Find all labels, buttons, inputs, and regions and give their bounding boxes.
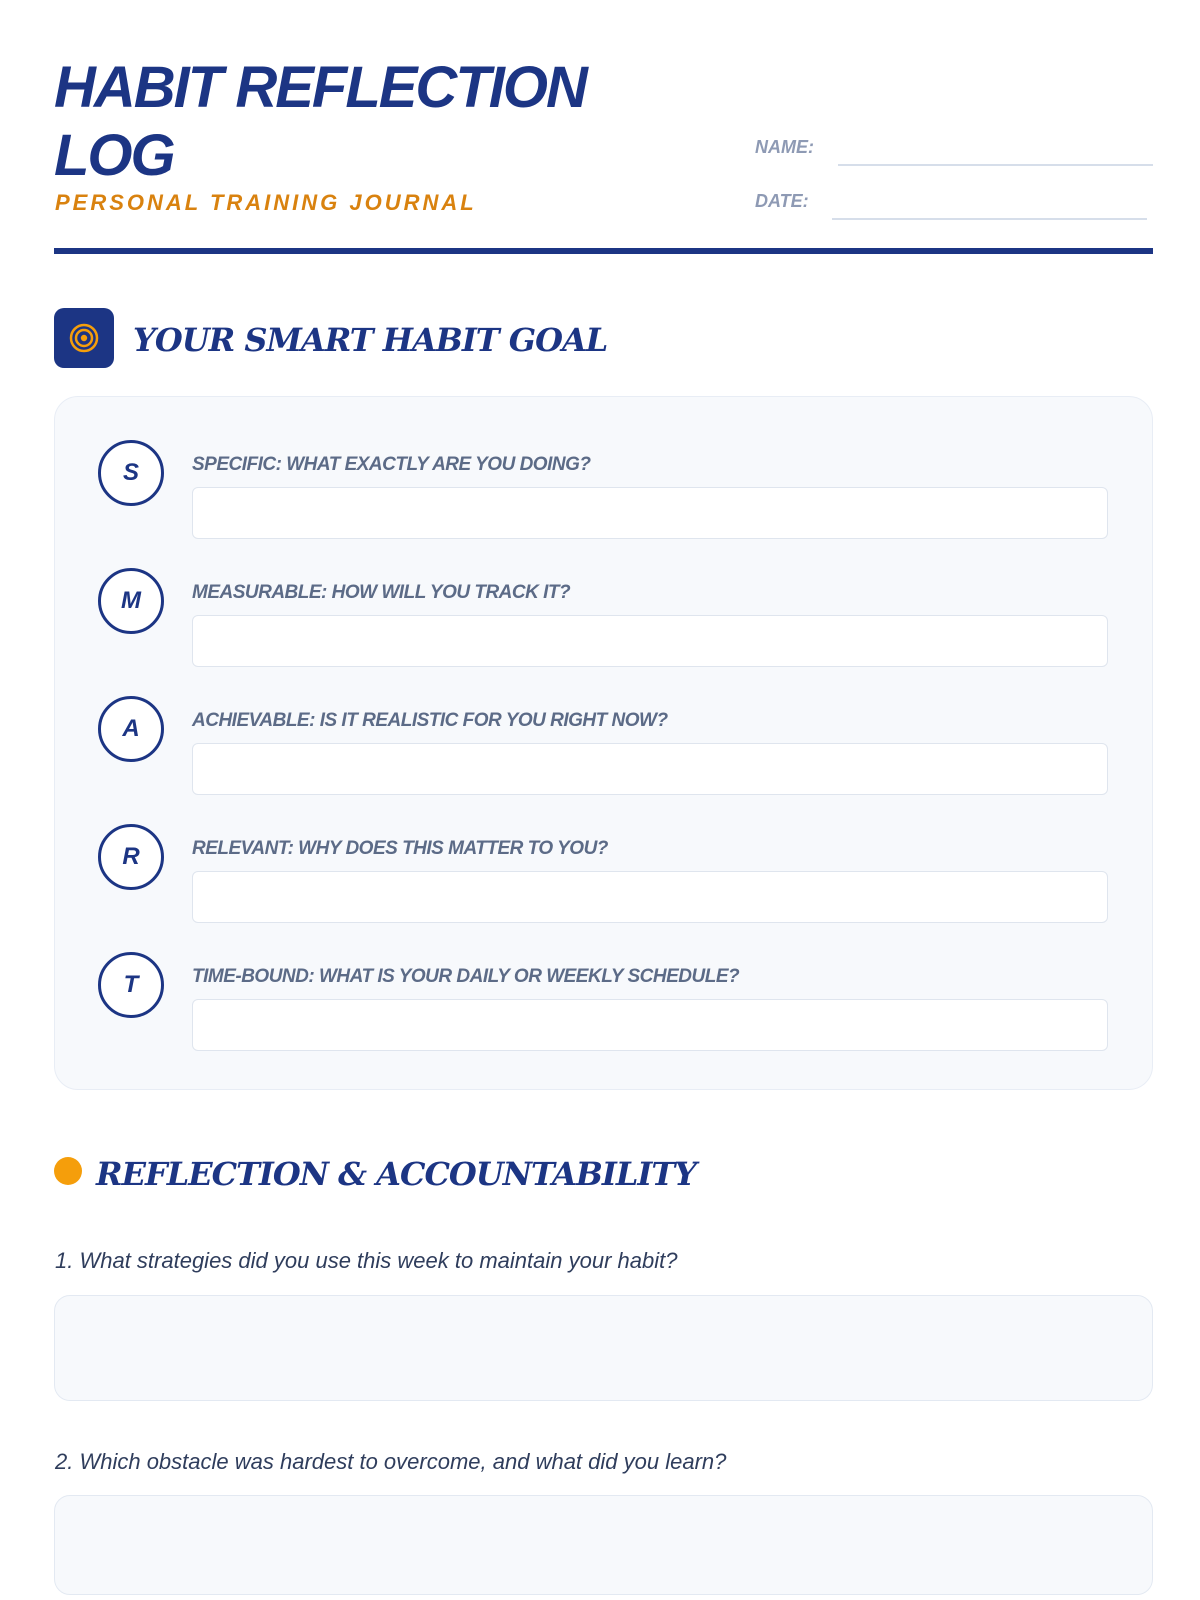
smart-letter-badge: R	[98, 824, 164, 890]
name-field[interactable]	[838, 164, 1153, 166]
smart-row-achievable	[55, 653, 1152, 763]
reflection-answer-2[interactable]	[54, 1495, 1153, 1595]
target-icon	[54, 308, 114, 368]
section-bullet-dot	[54, 1157, 82, 1185]
smart-question-label: TIME-BOUND: WHAT IS YOUR DAILY OR WEEKLY SCHEDULE?	[192, 966, 740, 987]
page-title: HABIT REFLECTION LOG	[54, 55, 586, 188]
smart-question-label: MEASURABLE: HOW WILL YOU TRACK IT?	[192, 582, 571, 603]
smart-question-label: SPECIFIC: WHAT EXACTLY ARE YOU DOING?	[192, 454, 591, 475]
reflection-section-title: REFLECTION & ACCOUNTABILITY	[96, 1155, 696, 1193]
reflection-answer-1[interactable]	[54, 1295, 1153, 1401]
smart-section-title: YOUR SMART HABIT GOAL	[133, 321, 608, 359]
header-divider	[54, 248, 1153, 254]
smart-question-label: ACHIEVABLE: IS IT REALISTIC FOR YOU RIGHT NOW?	[192, 710, 668, 731]
smart-row-measurable	[55, 525, 1152, 635]
smart-letter-badge: T	[98, 952, 164, 1018]
smart-row-specific	[55, 397, 1152, 507]
date-label: DATE:	[755, 191, 809, 211]
smart-question-label: RELEVANT: WHY DOES THIS MATTER TO YOU?	[192, 838, 608, 859]
name-label: NAME:	[755, 137, 814, 157]
smart-letter-badge: S	[98, 440, 164, 506]
time-bound-input[interactable]	[192, 999, 1108, 1051]
smart-letter-badge: A	[98, 696, 164, 762]
smart-row-time-bound	[55, 909, 1152, 1019]
page-subtitle: PERSONAL TRAINING JOURNAL	[55, 190, 477, 215]
smart-goal-panel	[54, 396, 1153, 1090]
reflection-question-1: 1. What strategies did you use this week to maintain your habit?	[55, 1248, 678, 1273]
reflection-question-2: 2. Which obstacle was hardest to overcome, and what did you learn?	[55, 1449, 727, 1474]
smart-row-relevant	[55, 781, 1152, 891]
date-field[interactable]	[832, 218, 1147, 220]
smart-letter-badge: M	[98, 568, 164, 634]
